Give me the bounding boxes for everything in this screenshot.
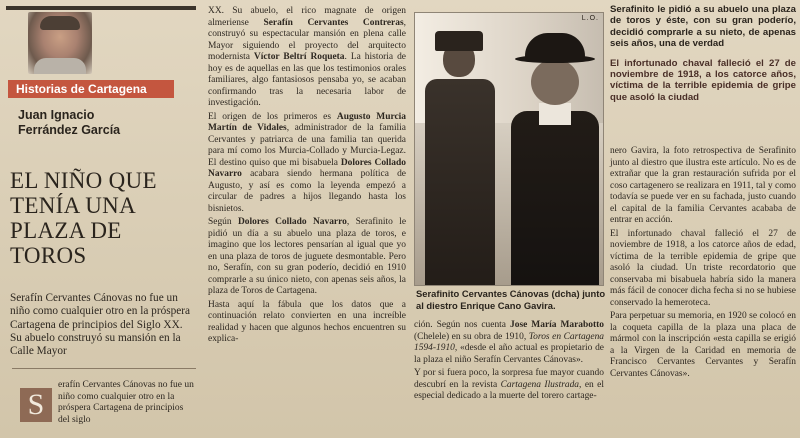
col4-paragraph-2: El infortunado chaval falleció el 27 de noviembre de 1918, a los catorce años de edad, víctima de la terrible epidemia de gripe que asoló la ciudad. Un triste recordatorio que conservaba mi bisabuela habría sido la manera más fácil de conocer dicha fecha si no se hubiese conservado la hemeroteca. xyxy=(610,228,796,308)
pull-quote-1: Serafinito le pidió a su abuelo una plaza de toros y éste, con su gran poderío, decidió comprarle a su nieto, de apenas seis años, una de verdad xyxy=(610,4,796,50)
person-name: Serafín Cervantes Contreras xyxy=(263,17,404,28)
portrait-hair xyxy=(40,16,80,30)
headline xyxy=(10,168,200,268)
headline-line-2: TENÍA UNA xyxy=(10,193,136,218)
col3-paragraph-2 xyxy=(414,368,604,403)
boy-head xyxy=(531,59,579,105)
body-column-3 xyxy=(414,320,604,405)
col4-paragraph-1: nero Gavira, la foto retrospectiva de Serafinito junto al diestro que ilustra este artículo. No es de extrañar que la gran restauración sufrida por el coso cartagenero se realizara en 1911, tal y como todavía se puede ver en su fachada, justo cuando el capital de la familia Cervantes acababa de entrar en acción. xyxy=(610,146,796,225)
person-name: Dolores Collado Navarro xyxy=(208,157,406,179)
author-byline xyxy=(18,108,188,138)
pull-quotes xyxy=(610,4,796,103)
text-run: , Serafinito le pidió un día a su abuelo una plaza de toros, e imagino que los lectores pensarían al igual que yo en una plaza de toros de juguete desmontable. Pero no, Serafín, con su gran poderío, decidió en 1910 comprarle a su único nieto, con apenas seis años, la plaza de Toros de Cartagena. xyxy=(208,217,407,296)
photo-bullfighter xyxy=(425,31,495,283)
headline-line-3: PLAZA DE TOROS xyxy=(10,218,122,268)
boy-body xyxy=(511,111,599,286)
text-run: acabara siendo hermana política de Augusto, y así es como la leyenda empezó a circular de padres a hijos llegando hasta los bisnietos. xyxy=(208,169,406,214)
col2-paragraph-3 xyxy=(208,217,406,298)
author-first-name: Juan Ignacio xyxy=(18,108,95,122)
drop-cap: S xyxy=(20,388,52,422)
headline-line-1: EL NIÑO QUE xyxy=(10,168,157,193)
lead-paragraph: Serafín Cervantes Cánovas no fue un niño como cualquier otro en la próspera Cartagena de principios del Siglo XX. Su abuelo construyó su mansión en la Calle Mayor xyxy=(10,292,191,358)
author-portrait xyxy=(28,12,92,74)
author-last-name: Ferrández García xyxy=(18,123,121,137)
historic-photo xyxy=(414,12,604,286)
boy-collar xyxy=(539,103,571,125)
bullfighter-body xyxy=(425,79,495,285)
col4-paragraph-3: Para perpetuar su memoria, en 1920 se colocó en la coqueta capilla de la plaza una placa de mármol con la inscripción «esta capilla se erigió a la Virgen de la Caridad en memoria de Francisco Cervantes Cervantes y Serafín Cervantes Cánovas». xyxy=(610,311,796,379)
text-run: , «desde el año actual es propietario de la plaza el niño Serafín Cervantes Cánovas». xyxy=(414,343,604,365)
person-name: Víctor Beltrí Roqueta xyxy=(253,52,345,62)
section-tag: Historias de Cartagena xyxy=(8,80,174,98)
col2-paragraph-2 xyxy=(208,112,406,216)
body-column-2 xyxy=(208,6,406,434)
text-run: , administrador de la familia Cervantes y patriarca de una familia tan querida para mí como los Murcia-Collado y Murcia-Legaz. El destino quiso que mi bisabuela xyxy=(208,123,406,168)
photo-boy xyxy=(507,33,601,285)
text-run: ción. Según nos cuenta xyxy=(414,320,510,330)
text-run: . La historia de hoy es de aquellas en las que los testimonios orales familiares, algo fantasiosos pensaba yo, se acaban confirmando tras la necesaria labor de investigación. xyxy=(208,52,406,108)
portrait-shirt xyxy=(34,58,86,74)
intro-text: erafín Cervantes Cánovas no fue un niño como cualquier otro en la próspera Cartagena de principios del siglo xyxy=(58,380,194,425)
book-title: Toros en Cartagena 1594-1910 xyxy=(414,331,605,353)
col2-paragraph-1 xyxy=(208,6,406,110)
boy-hat xyxy=(525,33,585,59)
magazine-title: Cartagena Ilustrada xyxy=(500,379,580,390)
person-name: Jose María Marabotto xyxy=(510,320,604,330)
top-rule xyxy=(6,6,196,10)
body-column-4 xyxy=(610,146,796,382)
bullfighter-hat xyxy=(435,31,483,51)
text-run: , construyó su espectacular mansión en plena calle Mayor siguiendo el proyecto del arquitecto modernista xyxy=(208,17,406,62)
lead-divider xyxy=(12,368,196,369)
person-name: Augusto Murcia Martín de Vidales xyxy=(208,111,407,133)
left-column xyxy=(0,0,200,438)
person-name: Dolores Collado Navarro xyxy=(237,217,347,227)
text-run: XX. Su abuelo, el rico magnate de origen almeriense xyxy=(208,6,406,28)
pull-quote-2: El infortunado chaval falleció el 27 de noviembre de 1918, a los catorce años, víctima de la terrible epidemia de gripe que asoló la ciudad xyxy=(610,57,796,103)
col2-paragraph-4: Hasta aquí la fábula que los datos que a continuación relato convierten en una increíble realidad y hacen que algunos hechos encuentren su explica- xyxy=(208,299,406,344)
text-run: Y por si fuera poco, la sorpresa fue mayor cuando descubrí en la revista xyxy=(414,368,604,390)
photo-credit: L.O. xyxy=(581,15,599,22)
text-run: Según xyxy=(208,217,238,227)
text-run: , en el especial dedicado a la muerte del torero cartage- xyxy=(414,379,604,401)
col3-paragraph-1 xyxy=(414,320,604,366)
text-run: El origen de los primeros es xyxy=(208,111,337,122)
text-run: (Chelele) en su obra de 1910, xyxy=(414,331,529,342)
photo-caption: Serafinito Cervantes Cánovas (dcha) junto al diestro Enrique Cano Gavira. xyxy=(416,288,606,311)
